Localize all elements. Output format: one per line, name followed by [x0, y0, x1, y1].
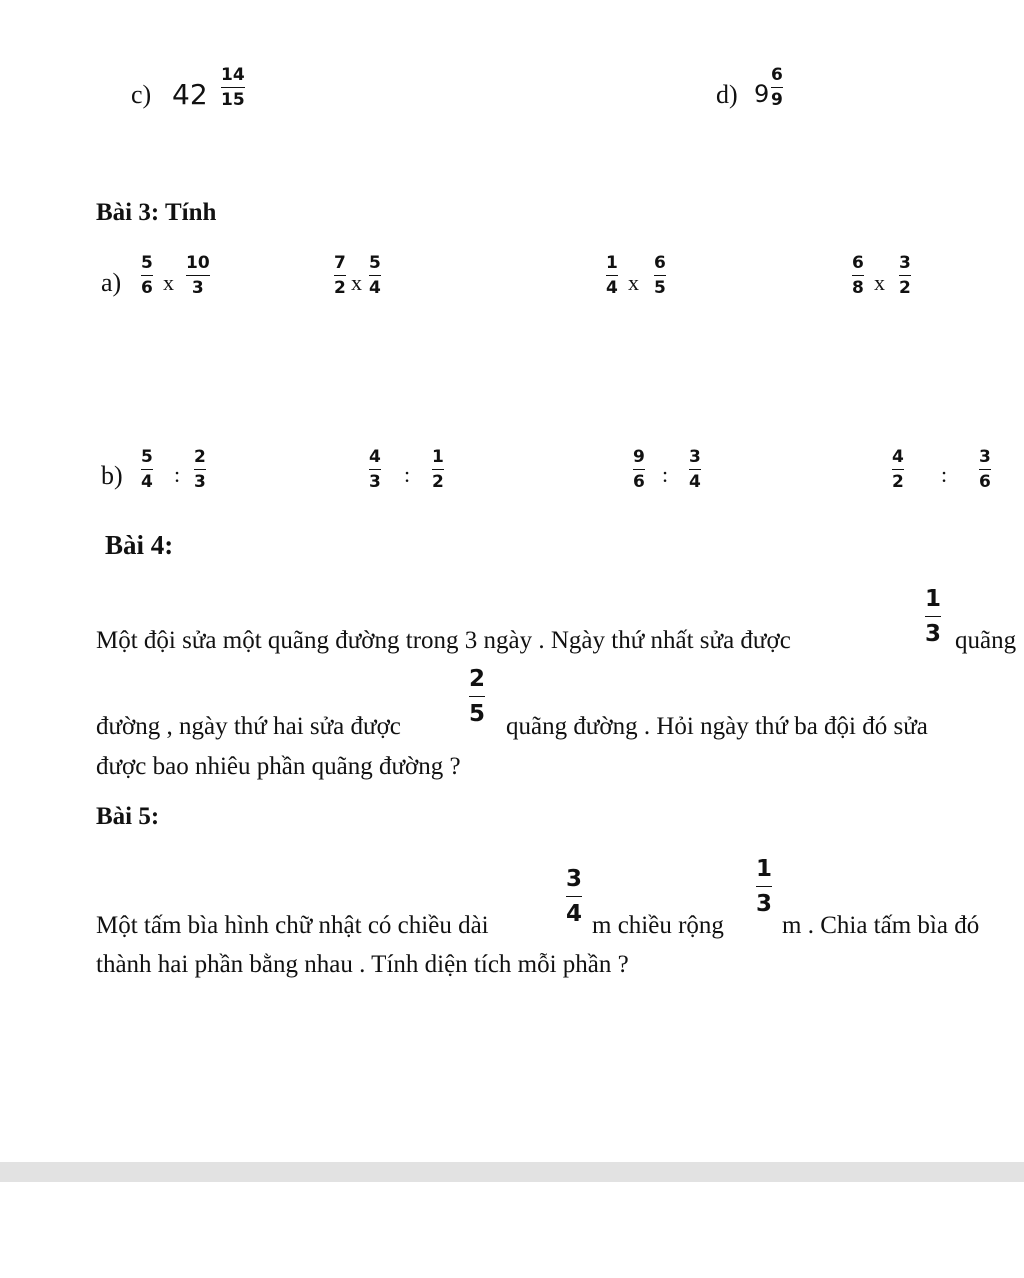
fraction [925, 588, 941, 646]
fraction-numerator: 3 [899, 253, 911, 273]
item-label: a) [101, 268, 122, 297]
fraction-bar [221, 87, 245, 88]
fraction [899, 255, 911, 297]
problem-text: m . Chia tấm bìa đó [782, 912, 980, 939]
page-separator-band [0, 1162, 1024, 1182]
fraction-numerator: 4 [369, 447, 381, 467]
fraction-denominator: 2 [892, 472, 904, 492]
fraction [689, 449, 701, 491]
fraction [186, 255, 210, 297]
item-label: b) [101, 461, 123, 490]
fraction-denominator: 4 [606, 278, 618, 298]
problem-text: được bao nhiêu phần quãng đường ? [96, 753, 461, 780]
problem-text: Một đội sửa một quãng đường trong 3 ngày . Ngày thứ nhất sửa được [96, 627, 791, 654]
fraction-bar [606, 275, 618, 276]
mixed-number-whole: 42 [172, 78, 208, 111]
fraction-bar [141, 469, 153, 470]
fraction-denominator: 5 [654, 278, 666, 298]
fraction-numerator: 4 [892, 447, 904, 467]
fraction-numerator: 6 [771, 65, 783, 85]
fraction-denominator: 4 [689, 472, 701, 492]
fraction-bar [892, 469, 904, 470]
fraction-denominator: 3 [756, 891, 773, 917]
fraction-bar [186, 275, 210, 276]
fraction-numerator: 5 [141, 447, 153, 467]
fraction-numerator: 1 [606, 253, 618, 273]
fraction-denominator: 2 [334, 278, 346, 298]
fraction-bar [334, 275, 346, 276]
fraction-denominator: 8 [852, 278, 864, 298]
fraction-numerator: 6 [654, 253, 666, 273]
divide-operator: : [941, 462, 948, 487]
fraction-numerator: 10 [186, 253, 210, 273]
fraction-denominator: 2 [899, 278, 911, 298]
fraction-bar [566, 896, 582, 897]
fraction-denominator: 3 [369, 472, 381, 492]
fraction-bar [369, 469, 381, 470]
fraction-numerator: 14 [221, 65, 245, 85]
problem-text: m chiều rộng [592, 912, 724, 939]
fraction-numerator: 7 [334, 253, 346, 273]
fraction-numerator: 5 [141, 253, 153, 273]
fraction [606, 255, 618, 297]
fraction [654, 255, 666, 297]
section-title-bai3: Bài 3: Tính [96, 199, 217, 226]
fraction [892, 449, 904, 491]
fraction [756, 858, 772, 916]
fraction [469, 668, 485, 726]
problem-text: quãng [955, 627, 1017, 654]
fraction-denominator: 3 [194, 472, 206, 492]
fraction-denominator: 3 [925, 621, 942, 647]
fraction [141, 449, 153, 491]
problem-text: thành hai phần bằng nhau . Tính diện tích mỗi phần ? [96, 951, 629, 978]
fraction [771, 67, 783, 109]
fraction-bar [469, 696, 485, 697]
fraction-numerator: 3 [566, 866, 583, 892]
fraction-numerator: 2 [469, 666, 486, 692]
divide-operator: : [174, 462, 181, 487]
fraction-bar [925, 616, 941, 617]
fraction-bar [771, 87, 783, 88]
fraction-denominator: 5 [469, 701, 486, 727]
fraction [432, 449, 444, 491]
mixed-number-whole: 9 [754, 80, 770, 108]
fraction-numerator: 1 [432, 447, 444, 467]
fraction-numerator: 1 [756, 856, 773, 882]
fraction [221, 67, 245, 109]
section-title-bai5: Bài 5: [96, 803, 160, 830]
fraction-bar [689, 469, 701, 470]
fraction-bar [194, 469, 206, 470]
fraction-denominator: 3 [191, 278, 204, 298]
fraction-denominator: 6 [141, 278, 153, 298]
fraction-bar [432, 469, 444, 470]
multiply-operator: x [874, 270, 885, 295]
fraction [979, 449, 991, 491]
fraction [852, 255, 864, 297]
fraction-bar [141, 275, 153, 276]
divide-operator: : [404, 462, 411, 487]
fraction-bar [979, 469, 991, 470]
multiply-operator: x [628, 270, 639, 295]
fraction-bar [756, 886, 772, 887]
fraction-numerator: 6 [852, 253, 864, 273]
multiply-operator: x [351, 270, 362, 295]
fraction-denominator: 4 [566, 901, 583, 927]
fraction-bar [633, 469, 645, 470]
fraction [369, 255, 381, 297]
fraction-numerator: 9 [633, 447, 645, 467]
fraction [194, 449, 206, 491]
fraction-numerator: 5 [369, 253, 381, 273]
fraction-bar [654, 275, 666, 276]
fraction-bar [899, 275, 911, 276]
fraction-denominator: 2 [432, 472, 444, 492]
fraction-numerator: 2 [194, 447, 206, 467]
problem-text: quãng đường . Hỏi ngày thứ ba đội đó sửa [506, 713, 928, 740]
fraction [141, 255, 153, 297]
fraction-bar [852, 275, 864, 276]
section-title-bai4: Bài 4: [105, 530, 174, 560]
fraction-denominator: 4 [141, 472, 153, 492]
fraction-bar [369, 275, 381, 276]
fraction-denominator: 6 [633, 472, 645, 492]
item-label: c) [131, 80, 152, 109]
item-label: d) [716, 80, 738, 109]
fraction [369, 449, 381, 491]
fraction [334, 255, 346, 297]
fraction [566, 868, 582, 926]
fraction-numerator: 3 [689, 447, 701, 467]
fraction-denominator: 9 [771, 90, 783, 110]
fraction-numerator: 3 [979, 447, 991, 467]
multiply-operator: x [163, 270, 174, 295]
problem-text: Một tấm bìa hình chữ nhật có chiều dài [96, 912, 489, 939]
fraction-denominator: 4 [369, 278, 381, 298]
problem-text: đường , ngày thứ hai sửa được [96, 713, 401, 740]
fraction-denominator: 15 [221, 90, 245, 110]
fraction-numerator: 1 [925, 586, 942, 612]
fraction-denominator: 6 [979, 472, 991, 492]
divide-operator: : [662, 462, 669, 487]
fraction [633, 449, 645, 491]
